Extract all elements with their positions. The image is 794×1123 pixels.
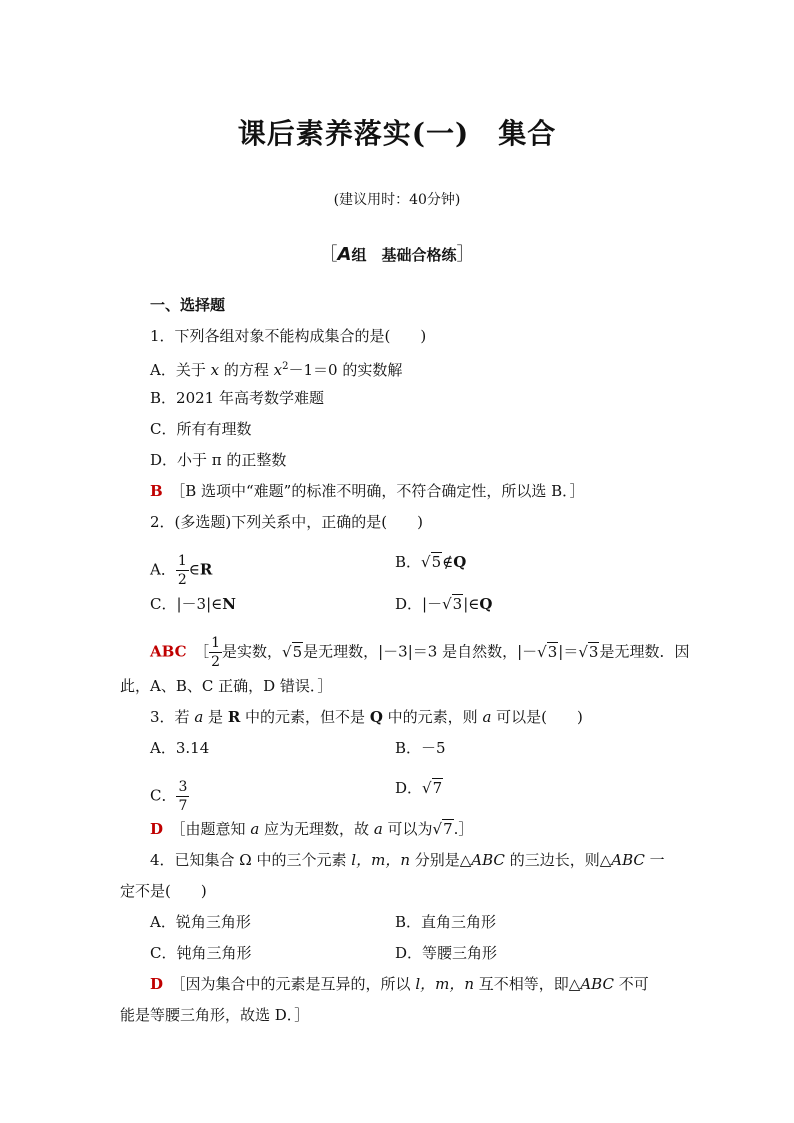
- q4-option-c: C．钝角三角形: [150, 944, 252, 962]
- q2-answer-cont: 此，A、B、C 正确，D 错误．］: [120, 677, 333, 695]
- q4-stem: 4．已知集合 Ω 中的三个元素 l，m，n 分别是△ABC 的三边长，则△ABC 一: [150, 851, 665, 869]
- q4-stem-cont: 定不是( ): [120, 882, 207, 900]
- q2-option-b: B．√5∉Q: [395, 553, 467, 571]
- q3-option-c: C． $\frac{3}{7}$: [150, 779, 188, 814]
- q3-option-d: D．√7: [395, 779, 443, 797]
- q1-option-c: C．所有有理数: [150, 420, 252, 438]
- q1-stem: 1．下列各组对象不能构成集合的是( ): [150, 327, 427, 345]
- bracket-open: ［: [319, 244, 338, 265]
- q4-answer-cont: 能是等腰三角形，故选 D．］: [120, 1006, 310, 1024]
- q2-option-c: C．|－3|∈N: [150, 595, 236, 613]
- answer-key: D: [150, 820, 164, 838]
- q2-stem: 2．(多选题)下列关系中，正确的是( ): [150, 513, 423, 531]
- q4-option-a: A．锐角三角形: [150, 913, 251, 931]
- answer-key: ABC: [150, 642, 187, 661]
- q3-answer: D ［由题意知 a 应为无理数，故 a 可以为√7.］: [150, 820, 474, 838]
- q3-option-a: A．3.14: [150, 739, 210, 757]
- group-letter: A: [337, 244, 352, 265]
- answer-key: B: [150, 482, 163, 500]
- q1-answer: B ［B 选项中“难题”的标准不明确，不符合确定性，所以选 B．］: [150, 482, 585, 500]
- q2-option-a: A． $\frac{1}{2}$ ∈R: [150, 553, 213, 588]
- q3-option-b: B．－5: [395, 739, 446, 757]
- q1-option-d: D．小于 π 的正整数: [150, 451, 287, 469]
- bracket-close: ］: [456, 244, 475, 265]
- q2-answer: ABC ［ $\frac{1}{2}$ 是实数，√5是无理数，|－3|＝3 是自然数，|－√3|＝√3是无理数．因: [150, 635, 690, 670]
- group-heading: [0, 240, 794, 266]
- q3-stem: 3．若 a 是 R 中的元素，但不是 Q 中的元素，则 a 可以是( ): [150, 708, 583, 726]
- q1-option-b: B．2021 年高考数学难题: [150, 389, 324, 407]
- q1-option-a: A．关于 x 的方程 $x^2-1=0$ 的实数解: [150, 361, 403, 379]
- q2-option-d: D．|－√3|∈Q: [395, 595, 493, 613]
- q4-option-b: B．直角三角形: [395, 913, 497, 931]
- q4-answer: D ［因为集合中的元素是互异的，所以 l，m，n 互不相等，即△ABC 不可: [150, 975, 649, 993]
- group-text: 组 基础合格练: [351, 246, 457, 264]
- q4-option-d: D．等腰三角形: [395, 944, 498, 962]
- suggested-time: (建议用时：40分钟): [333, 192, 461, 208]
- answer-key: D: [150, 975, 164, 993]
- page-title: 课后素养落实(一) 集合: [237, 117, 557, 150]
- section-heading: 一、选择题: [150, 296, 226, 314]
